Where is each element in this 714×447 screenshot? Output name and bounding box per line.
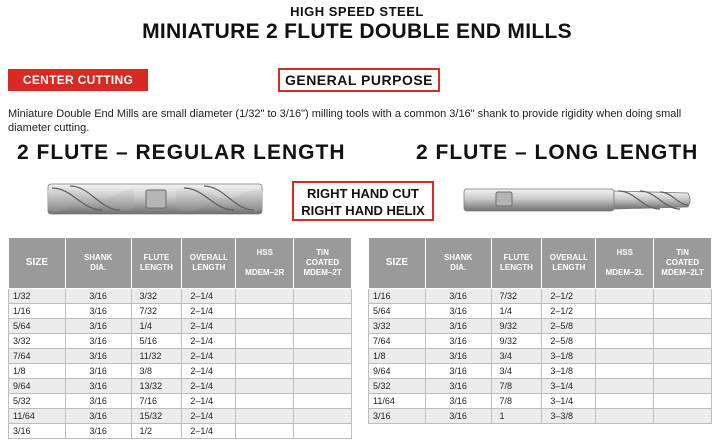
table-row (9, 409, 352, 424)
cell-size: 3/32 (369, 319, 426, 334)
cell-overall-length: 2–1/2 (542, 289, 596, 304)
page-title: MINIATURE 2 FLUTE DOUBLE END MILLS (142, 20, 572, 43)
cell-tin-coated (294, 379, 352, 394)
cell-shank-dia: 3/16 (425, 289, 491, 304)
cell-hss (596, 379, 654, 394)
cell-overall-length: 2–1/4 (182, 304, 236, 319)
cell-hss (596, 394, 654, 409)
cell-hss (236, 289, 294, 304)
cell-shank-dia: 3/16 (425, 319, 491, 334)
cell-hss (596, 289, 654, 304)
cell-hss (596, 364, 654, 379)
cell-flute-length: 7/32 (491, 289, 542, 304)
cell-hss (596, 334, 654, 349)
cell-flute-length: 9/32 (491, 334, 542, 349)
cell-flute-length: 1/4 (491, 304, 542, 319)
cell-hss (236, 364, 294, 379)
cell-hss (596, 319, 654, 334)
table-row (9, 289, 352, 304)
table-row (9, 379, 352, 394)
cell-tin-coated (654, 364, 712, 379)
col-header-overall-length: OVERALL LENGTH (542, 238, 596, 289)
cell-hss (236, 379, 294, 394)
cell-overall-length: 2–5/8 (542, 334, 596, 349)
cell-overall-length: 2–1/4 (182, 379, 236, 394)
cell-overall-length: 3–1/4 (542, 394, 596, 409)
cell-tin-coated (654, 409, 712, 424)
cell-size: 3/16 (9, 424, 66, 439)
right-hand-cut-box (292, 181, 434, 221)
cell-hss (236, 334, 294, 349)
regular-end-mill-image (42, 178, 268, 220)
cell-shank-dia: 3/16 (425, 304, 491, 319)
cell-overall-length: 2–1/4 (182, 424, 236, 439)
cell-overall-length: 3–1/8 (542, 349, 596, 364)
cell-tin-coated (294, 409, 352, 424)
table-row (369, 394, 712, 409)
cell-shank-dia: 3/16 (65, 364, 131, 379)
cell-shank-dia: 3/16 (425, 364, 491, 379)
cell-size: 1/8 (9, 364, 66, 379)
cell-shank-dia: 3/16 (65, 424, 131, 439)
table-row (369, 379, 712, 394)
cell-size: 5/64 (9, 319, 66, 334)
cell-flute-length: 7/8 (491, 379, 542, 394)
cell-tin-coated (654, 289, 712, 304)
table-row (369, 334, 712, 349)
header-supertitle: HIGH SPEED STEEL (290, 4, 424, 19)
cell-overall-length: 2–1/2 (542, 304, 596, 319)
cell-shank-dia: 3/16 (65, 349, 131, 364)
table-row (9, 364, 352, 379)
cell-hss (236, 304, 294, 319)
cell-size: 3/16 (369, 409, 426, 424)
cell-flute-length: 7/16 (131, 394, 182, 409)
cell-tin-coated (294, 304, 352, 319)
cell-flute-length: 3/4 (491, 349, 542, 364)
cell-size: 11/64 (9, 409, 66, 424)
cell-size: 7/64 (369, 334, 426, 349)
cell-tin-coated (654, 379, 712, 394)
table-row (9, 349, 352, 364)
cell-flute-length: 1/4 (131, 319, 182, 334)
col-header-tin-coated: TiN COATED MDEM–2T (294, 238, 352, 289)
cell-size: 3/32 (9, 334, 66, 349)
cell-shank-dia: 3/16 (65, 319, 131, 334)
col-header-size: SIZE (9, 238, 66, 289)
cell-shank-dia: 3/16 (65, 289, 131, 304)
cell-tin-coated (654, 319, 712, 334)
cell-tin-coated (654, 334, 712, 349)
cell-size: 1/16 (9, 304, 66, 319)
cell-shank-dia: 3/16 (65, 394, 131, 409)
cell-size: 5/32 (369, 379, 426, 394)
cell-size: 5/64 (369, 304, 426, 319)
cell-shank-dia: 3/16 (65, 334, 131, 349)
cell-overall-length: 2–1/4 (182, 364, 236, 379)
cell-shank-dia: 3/16 (65, 304, 131, 319)
cell-shank-dia: 3/16 (425, 379, 491, 394)
table-row (9, 424, 352, 439)
cell-hss (236, 409, 294, 424)
cell-overall-length: 2–1/4 (182, 349, 236, 364)
table-row (369, 409, 712, 424)
table-row (369, 319, 712, 334)
cell-tin-coated (294, 424, 352, 439)
cell-flute-length: 1 (491, 409, 542, 424)
cell-size: 7/64 (9, 349, 66, 364)
cell-overall-length: 2–1/4 (182, 394, 236, 409)
cell-flute-length: 9/32 (491, 319, 542, 334)
cell-hss (596, 349, 654, 364)
cell-shank-dia: 3/16 (65, 379, 131, 394)
right-hand-cut-label: RIGHT HAND CUT (307, 186, 419, 201)
table-row (9, 304, 352, 319)
cell-hss (236, 319, 294, 334)
cell-size: 9/64 (369, 364, 426, 379)
col-header-shank-dia: SHANK DIA. (65, 238, 131, 289)
cell-tin-coated (654, 304, 712, 319)
table-row (9, 334, 352, 349)
long-end-mill-image (460, 181, 694, 219)
col-header-flute-length: FLUTE LENGTH (491, 238, 542, 289)
table-row (9, 319, 352, 334)
long-length-table (368, 237, 712, 424)
cell-shank-dia: 3/16 (425, 394, 491, 409)
col-header-tin-coated: TiN COATED MDEM–2LT (654, 238, 712, 289)
cell-flute-length: 5/16 (131, 334, 182, 349)
cell-overall-length: 3–3/8 (542, 409, 596, 424)
table-row (9, 394, 352, 409)
cell-tin-coated (294, 394, 352, 409)
cell-hss (236, 394, 294, 409)
table-row (369, 289, 712, 304)
cell-overall-length: 2–1/4 (182, 334, 236, 349)
cell-overall-length: 3–1/8 (542, 364, 596, 379)
cell-tin-coated (294, 334, 352, 349)
cell-size: 1/32 (9, 289, 66, 304)
cell-flute-length: 7/8 (491, 394, 542, 409)
right-hand-helix-label: RIGHT HAND HELIX (301, 203, 425, 218)
cell-size: 1/8 (369, 349, 426, 364)
description-text: Miniature Double End Mills are small diameter (1/32" to 3/16") milling tools with a common 3/16" shank to provide rigidity when doing small diameter cutting. (8, 108, 682, 134)
cell-hss (596, 304, 654, 319)
cell-shank-dia: 3/16 (425, 409, 491, 424)
table-row (369, 349, 712, 364)
col-header-hss: HSS MDEM–2R (236, 238, 294, 289)
col-header-shank-dia: SHANK DIA. (425, 238, 491, 289)
cell-tin-coated (654, 394, 712, 409)
long-length-heading: 2 FLUTE – LONG LENGTH (416, 141, 699, 164)
col-header-flute-length: FLUTE LENGTH (131, 238, 182, 289)
cell-size: 1/16 (369, 289, 426, 304)
cell-tin-coated (294, 289, 352, 304)
cell-flute-length: 13/32 (131, 379, 182, 394)
cell-tin-coated (294, 364, 352, 379)
cell-overall-length: 2–1/4 (182, 319, 236, 334)
cell-tin-coated (654, 349, 712, 364)
cell-shank-dia: 3/16 (425, 349, 491, 364)
center-cutting-badge: CENTER CUTTING (8, 69, 148, 91)
cell-size: 9/64 (9, 379, 66, 394)
cell-tin-coated (294, 349, 352, 364)
col-header-size: SIZE (369, 238, 426, 289)
cell-size: 11/64 (369, 394, 426, 409)
cell-overall-length: 2–1/4 (182, 409, 236, 424)
cell-flute-length: 3/32 (131, 289, 182, 304)
cell-shank-dia: 3/16 (65, 409, 131, 424)
regular-length-heading: 2 FLUTE – REGULAR LENGTH (17, 141, 346, 164)
cell-overall-length: 3–1/4 (542, 379, 596, 394)
cell-overall-length: 2–5/8 (542, 319, 596, 334)
cell-flute-length: 11/32 (131, 349, 182, 364)
cell-hss (596, 409, 654, 424)
cell-hss (236, 349, 294, 364)
col-header-overall-length: OVERALL LENGTH (182, 238, 236, 289)
cell-overall-length: 2–1/4 (182, 289, 236, 304)
cell-flute-length: 3/8 (131, 364, 182, 379)
cell-flute-length: 7/32 (131, 304, 182, 319)
cell-tin-coated (294, 319, 352, 334)
cell-hss (236, 424, 294, 439)
cell-flute-length: 1/2 (131, 424, 182, 439)
table-row (369, 304, 712, 319)
cell-flute-length: 15/32 (131, 409, 182, 424)
cell-size: 5/32 (9, 394, 66, 409)
table-row (369, 364, 712, 379)
regular-length-table (8, 237, 352, 439)
cell-shank-dia: 3/16 (425, 334, 491, 349)
general-purpose-badge: GENERAL PURPOSE (278, 68, 440, 92)
cell-flute-length: 3/4 (491, 364, 542, 379)
col-header-hss: HSS MDEM–2L (596, 238, 654, 289)
